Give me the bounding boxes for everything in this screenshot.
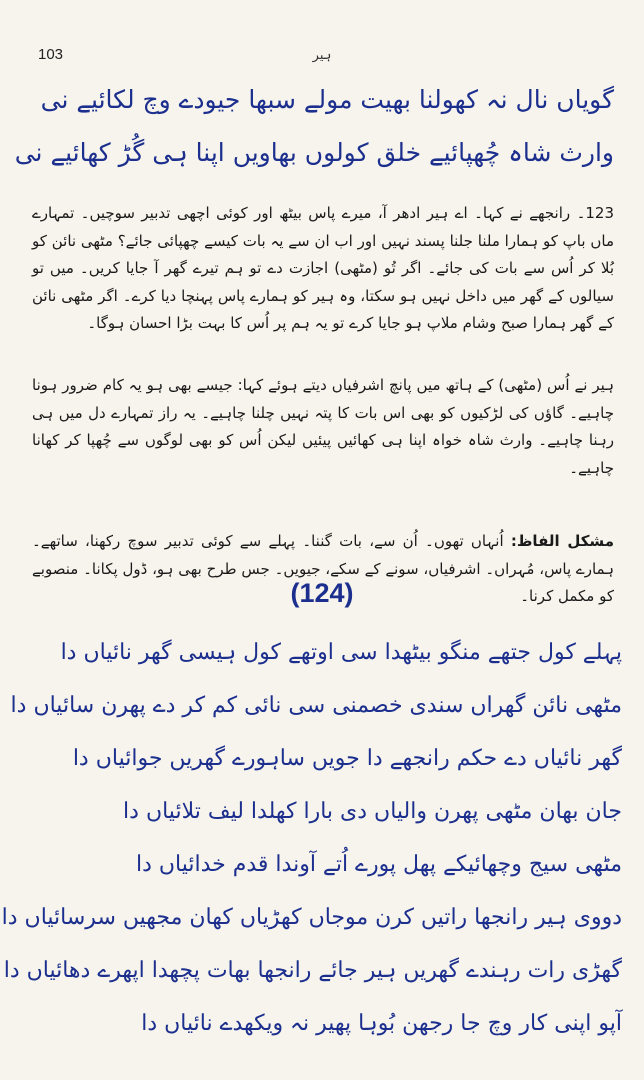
page-number: 103 xyxy=(38,46,64,63)
glossary-text: اُنہاں تھوں۔ اُن سے، بات گننا۔ پہلے سے کوئی تدبیر سوچ رکھنا، ساتھے۔ ہمارے پاس، مُہراں۔ اشرفیاں، سونے کے سکے، جیویں۔ جس طرح بھی ہو، ڈول پکانا۔ منصوبے کو مکمل کرنا۔ xyxy=(32,532,614,606)
commentary-paragraph-1: 123۔ رانجھے نے کہا۔ اے ہیر ادھر آ، میرے پاس بیٹھ اور کوئی اچھی تدبیر سوچیں۔ تمہارے ماں باپ کو ہمارا ملنا جلنا پسند نہیں اور اب ان سے یہ بات کیسے چھپائی جائے؟ مٹھی نائن کو بُلا کر اُس سے بات کی جائے۔ اگر تُو (مٹھی) اجازت دے تو ہم تیرے گھر آ جایا کریں۔ میں تو سیالوں کے گھر میں داخل نہیں ہو سکتا، وہ ہیر کو ہمارے پاس پہنچا دیا کرے۔ اگر مٹھی نائن کے گھر ہمارا صبح وشام ملاپ ہو جایا کرے تو یہ ہم پر اُس کا بہت بڑا احسان ہوگا۔ xyxy=(32,204,614,333)
section-number: (124) xyxy=(290,578,354,608)
stanza-line: جان بھان مٹھی پھرن والیاں دی بارا کھلدا لیف تلائیاں دا xyxy=(123,799,622,824)
running-head: ہیر xyxy=(312,48,332,63)
stanza-line: مٹھی سیج وچھائیکے پھل پورے اُتے آوندا قدم خدائیاں دا xyxy=(135,852,622,877)
stanza-line: آپو اپنی کار وچ جا رجھن بُوہا پھیر نہ ویکھدے نائیاں دا xyxy=(141,1011,622,1036)
glossary-label: مشکل الفاظ: xyxy=(510,532,614,550)
top-verse-line-2: وارث شاہ چُھپائیے خلق کولوں بھاویں اپنا ہی گُڑ کھائیے نی xyxy=(14,138,614,167)
stanza-124 xyxy=(1,626,622,1050)
commentary-paragraph-2: ہیر نے اُس (مٹھی) کے ہاتھ میں پانچ اشرفیاں دیتے ہوئے کہا: جیسے بھی ہو یہ کام ضرور ہونا چاہیے۔ گاؤں کی لڑکیوں کو بھی اس بات کا پتہ نہیں چلنا چاہیے۔ یہ راز تمہارے دل میں ہی رہنا چاہیے۔ وارث شاہ خواہ اپنا ہی کھائیں پیئیں لیکن اُس کو بھی لوگوں سے چُھپا کر کھانا چاہیے۔ xyxy=(32,376,614,477)
stanza-line: گھر نائیاں دے حکم رانجھے دا جویں ساہورے گھریں جوائیاں دا xyxy=(72,746,622,771)
stanza-line: دووی ہیر رانجھا راتیں کرن موجاں کھڑیاں کھان مجھیں سرسائیاں دا xyxy=(1,905,622,930)
stanza-line: پہلے کول جتھے منگو بیٹھدا سی اوتھے کول ہیسی گھر نائیاں دا xyxy=(60,640,622,665)
stanza-line: گھڑی رات رہندے گھریں ہیر جائے رانجھا بھات پچھدا اپھرے دھائیاں دا xyxy=(3,958,622,983)
stanza-line: مٹھی نائن گھراں سندی خصمنی سی نائی کم کر دے پھرن سائیاں دا xyxy=(10,693,622,718)
top-verse-line-1: گویاں نال نہ کھولنا بھیت مولے سبھا جیودے وچ لکائیے نی xyxy=(40,85,614,114)
